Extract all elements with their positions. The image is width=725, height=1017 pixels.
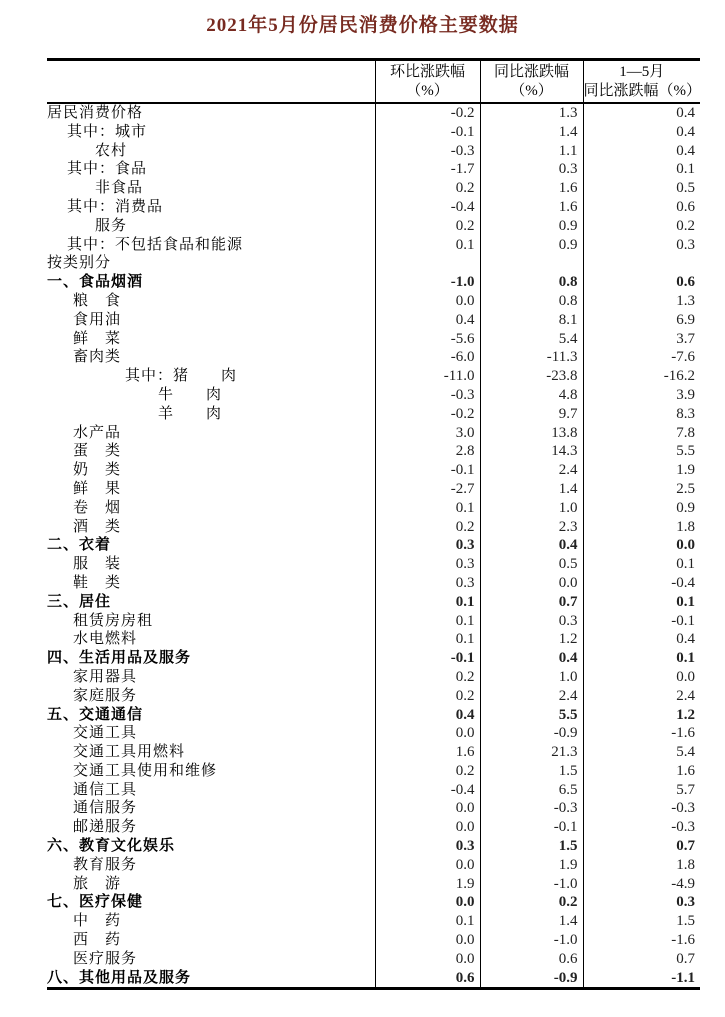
row-value: 0.1	[583, 649, 700, 668]
row-value: -0.4	[375, 781, 480, 800]
row-value: 0.0	[375, 950, 480, 969]
row-value: -2.7	[375, 480, 480, 499]
row-value: 8.1	[480, 311, 583, 330]
row-label: 羊 肉	[158, 405, 223, 422]
row-value: 0.1	[375, 912, 480, 931]
row-label: 交通工具用燃料	[73, 744, 186, 761]
row-value: 2.4	[480, 461, 583, 480]
row-value: 1.2	[583, 706, 700, 725]
row-value: -16.2	[583, 367, 700, 386]
row-value: -0.3	[375, 386, 480, 405]
row-value: 5.7	[583, 781, 700, 800]
row-value: 5.5	[480, 706, 583, 725]
row-value: 0.3	[375, 536, 480, 555]
row-value: 0.1	[375, 630, 480, 649]
row-value: 0.0	[583, 536, 700, 555]
row-label: 蛋 类	[73, 443, 122, 460]
row-value: 0.0	[375, 799, 480, 818]
row-label: 农村	[95, 142, 128, 159]
row-value: 0.2	[375, 668, 480, 687]
row-label: 交通工具使用和维修	[73, 762, 218, 779]
row-value: -0.4	[375, 198, 480, 217]
row-value: 0.3	[480, 160, 583, 179]
row-value: 2.4	[480, 687, 583, 706]
row-value: -0.3	[583, 799, 700, 818]
row-label: 畜肉类	[73, 349, 122, 366]
row-value: 0.2	[375, 179, 480, 198]
row-value: 0.4	[583, 123, 700, 142]
row-value: 0.0	[583, 668, 700, 687]
row-label: 服 装	[73, 556, 122, 573]
table-row	[47, 217, 700, 236]
row-value: -23.8	[480, 367, 583, 386]
row-value: 2.5	[583, 480, 700, 499]
row-label: 教育服务	[73, 856, 138, 873]
row-value: -0.9	[480, 969, 583, 989]
table-row	[47, 123, 700, 142]
row-value: -1.6	[583, 931, 700, 950]
row-value: 1.8	[583, 856, 700, 875]
row-value: 1.8	[583, 518, 700, 537]
table-row	[47, 499, 700, 518]
table-row	[47, 348, 700, 367]
row-label: 居民消费价格	[47, 105, 144, 121]
row-label: 水产品	[73, 424, 122, 441]
table-row	[47, 254, 700, 273]
row-value: 6.5	[480, 781, 583, 800]
row-value: 2.8	[375, 442, 480, 461]
row-label: 二、衣着	[47, 537, 112, 554]
row-value: 2.4	[583, 687, 700, 706]
header-ytd-yoy-change	[583, 60, 700, 104]
header-yoy-line1: 同比涨跌幅	[493, 63, 569, 80]
row-value: 0.4	[480, 536, 583, 555]
row-value: -0.1	[375, 649, 480, 668]
row-value: 0.0	[375, 856, 480, 875]
table-row	[47, 856, 700, 875]
row-value: 0.9	[583, 499, 700, 518]
cpi-table	[47, 58, 700, 990]
row-value: 0.4	[375, 311, 480, 330]
table-row	[47, 931, 700, 950]
row-value	[480, 254, 583, 273]
table-row	[47, 837, 700, 856]
table-row	[47, 442, 700, 461]
row-value: 0.6	[480, 950, 583, 969]
row-value: 1.0	[480, 668, 583, 687]
row-label: 七、医疗保健	[47, 894, 144, 911]
row-value: 0.6	[583, 198, 700, 217]
table-row	[47, 687, 700, 706]
row-value: 0.4	[583, 103, 700, 123]
row-label: 其中：不包括食品和能源	[67, 236, 244, 253]
table-row	[47, 893, 700, 912]
row-value: 0.0	[375, 818, 480, 837]
row-value: 0.4	[375, 706, 480, 725]
page-title: 2021年5月份居民消费价格主要数据	[206, 15, 519, 36]
row-value: 1.4	[480, 912, 583, 931]
row-value: 1.4	[480, 123, 583, 142]
table-row	[47, 743, 700, 762]
table-row	[47, 612, 700, 631]
row-value: 1.1	[480, 142, 583, 161]
row-value: -6.0	[375, 348, 480, 367]
row-value: 0.0	[375, 931, 480, 950]
row-label: 鲜 果	[73, 480, 122, 497]
table-row	[47, 160, 700, 179]
row-value: -0.3	[375, 142, 480, 161]
row-value: 1.6	[480, 179, 583, 198]
row-value: 0.8	[480, 273, 583, 292]
row-label: 按类别分	[47, 255, 112, 272]
header-mom-change	[375, 60, 480, 104]
table-row	[47, 405, 700, 424]
row-value: 14.3	[480, 442, 583, 461]
row-value: 13.8	[480, 424, 583, 443]
row-value: -11.3	[480, 348, 583, 367]
row-value: 0.5	[480, 555, 583, 574]
table-row	[47, 593, 700, 612]
row-value: 0.4	[480, 649, 583, 668]
table-header	[47, 60, 700, 104]
header-empty-cell	[47, 60, 375, 104]
table-body	[47, 103, 700, 989]
header-row	[47, 60, 700, 104]
row-value: -1.1	[583, 969, 700, 989]
row-label: 四、生活用品及服务	[47, 650, 192, 667]
row-value: 0.3	[375, 837, 480, 856]
row-value: 0.3	[375, 574, 480, 593]
table-row	[47, 950, 700, 969]
table-row	[47, 236, 700, 255]
table-row	[47, 424, 700, 443]
row-value: 1.9	[583, 461, 700, 480]
row-value: -0.1	[375, 461, 480, 480]
row-label: 交通工具	[73, 725, 138, 742]
row-value: -0.4	[583, 574, 700, 593]
table-row	[47, 668, 700, 687]
row-label: 六、教育文化娱乐	[47, 838, 176, 855]
row-value: 0.1	[375, 612, 480, 631]
table-row	[47, 480, 700, 499]
row-value: 0.0	[480, 574, 583, 593]
row-label: 三、居住	[47, 593, 112, 610]
row-value: 0.2	[480, 893, 583, 912]
row-value: 0.3	[375, 555, 480, 574]
row-label: 其中：食品	[67, 161, 148, 178]
row-value: 0.2	[375, 518, 480, 537]
row-value: 0.0	[375, 292, 480, 311]
row-value: 0.5	[583, 179, 700, 198]
row-label: 旅 游	[73, 875, 122, 892]
row-value: 1.6	[480, 198, 583, 217]
row-value: 0.4	[583, 630, 700, 649]
row-value: 0.0	[375, 893, 480, 912]
row-value: -1.0	[480, 931, 583, 950]
table-row	[47, 818, 700, 837]
row-label: 鲜 菜	[73, 330, 122, 347]
row-label: 食用油	[73, 311, 122, 328]
row-value: 0.2	[375, 217, 480, 236]
row-label: 鞋 类	[73, 574, 122, 591]
row-value: 3.9	[583, 386, 700, 405]
row-label: 邮递服务	[73, 819, 138, 836]
table-row	[47, 367, 700, 386]
row-label: 粮 食	[73, 292, 122, 309]
row-value: 0.7	[480, 593, 583, 612]
row-value: 0.1	[583, 555, 700, 574]
header-mom-line2: （%）	[406, 82, 449, 99]
table-row	[47, 103, 700, 123]
row-label: 租赁房房租	[73, 612, 154, 629]
row-value: 1.0	[480, 499, 583, 518]
table-row	[47, 555, 700, 574]
row-value: 1.3	[583, 292, 700, 311]
table-row	[47, 536, 700, 555]
row-value: 0.1	[375, 499, 480, 518]
row-value: -7.6	[583, 348, 700, 367]
row-value: 1.6	[375, 743, 480, 762]
table-row	[47, 198, 700, 217]
row-label: 奶 类	[73, 462, 122, 479]
row-value: 0.6	[583, 273, 700, 292]
row-value: -1.7	[375, 160, 480, 179]
table-row	[47, 461, 700, 480]
row-value: 0.2	[583, 217, 700, 236]
table-row	[47, 724, 700, 743]
table-row	[47, 330, 700, 349]
row-value: -0.2	[375, 103, 480, 123]
row-label: 其中：消费品	[67, 198, 164, 215]
table-row	[47, 273, 700, 292]
row-value: 5.5	[583, 442, 700, 461]
row-value: 4.8	[480, 386, 583, 405]
row-label: 通信工具	[73, 781, 138, 798]
row-value: -0.1	[480, 818, 583, 837]
row-value	[375, 254, 480, 273]
row-value: 1.6	[583, 762, 700, 781]
table-row	[47, 311, 700, 330]
row-value: 1.5	[480, 762, 583, 781]
row-value: 2.3	[480, 518, 583, 537]
table-row	[47, 142, 700, 161]
row-value: 0.7	[583, 837, 700, 856]
row-label: 家用器具	[73, 668, 138, 685]
row-value: 1.2	[480, 630, 583, 649]
row-label: 服务	[95, 217, 128, 234]
row-label: 家庭服务	[73, 687, 138, 704]
row-value: -0.2	[375, 405, 480, 424]
row-value: 0.3	[480, 612, 583, 631]
row-value: 5.4	[480, 330, 583, 349]
table-row	[47, 781, 700, 800]
row-value: 0.1	[375, 593, 480, 612]
row-value: 1.9	[375, 875, 480, 894]
row-label: 医疗服务	[73, 950, 138, 967]
row-value: 1.3	[480, 103, 583, 123]
row-value: 7.8	[583, 424, 700, 443]
table-row	[47, 875, 700, 894]
row-value: 1.4	[480, 480, 583, 499]
row-value: 0.0	[375, 724, 480, 743]
row-label: 一、食品烟酒	[47, 274, 144, 291]
row-label: 非食品	[95, 180, 144, 197]
row-value: 6.9	[583, 311, 700, 330]
table-row	[47, 649, 700, 668]
table-row	[47, 630, 700, 649]
table-row	[47, 386, 700, 405]
row-value: -0.1	[375, 123, 480, 142]
row-value: -4.9	[583, 875, 700, 894]
row-value: -0.1	[583, 612, 700, 631]
table-row	[47, 518, 700, 537]
table-row	[47, 969, 700, 989]
row-value: 0.3	[583, 236, 700, 255]
row-value: -11.0	[375, 367, 480, 386]
row-value: 0.6	[375, 969, 480, 989]
table-row	[47, 292, 700, 311]
header-yoy-change	[480, 60, 583, 104]
table-row	[47, 574, 700, 593]
row-value: -1.0	[480, 875, 583, 894]
row-label: 其中：猪 肉	[125, 368, 238, 385]
row-label: 牛 肉	[158, 386, 223, 403]
table-row	[47, 799, 700, 818]
header-yoy-line2: （%）	[510, 82, 553, 99]
row-value: 8.3	[583, 405, 700, 424]
row-label: 酒 类	[73, 518, 122, 535]
row-value	[583, 254, 700, 273]
row-label: 水电燃料	[73, 631, 138, 648]
row-value: 21.3	[480, 743, 583, 762]
row-value: 0.4	[583, 142, 700, 161]
row-value: 0.7	[583, 950, 700, 969]
row-label: 中 药	[73, 913, 122, 930]
row-label: 八、其他用品及服务	[47, 969, 192, 986]
row-value: -1.0	[375, 273, 480, 292]
table-row	[47, 706, 700, 725]
row-value: -0.3	[480, 799, 583, 818]
row-label: 卷 烟	[73, 499, 122, 516]
table-row	[47, 179, 700, 198]
row-value: -5.6	[375, 330, 480, 349]
header-mom-line1: 环比涨跌幅	[389, 63, 465, 80]
header-ytd-line2: 同比涨跌幅（%）	[583, 82, 701, 99]
row-value: 1.5	[480, 837, 583, 856]
row-label: 西 药	[73, 932, 122, 949]
row-value: 0.1	[375, 236, 480, 255]
row-value: 9.7	[480, 405, 583, 424]
row-value: -0.3	[583, 818, 700, 837]
row-value: 5.4	[583, 743, 700, 762]
row-value: 0.8	[480, 292, 583, 311]
row-label: 五、交通通信	[47, 706, 144, 723]
row-value: 1.5	[583, 912, 700, 931]
row-label: 其中：城市	[67, 123, 148, 140]
row-value: 0.9	[480, 236, 583, 255]
row-value: 0.1	[583, 160, 700, 179]
row-value: -0.9	[480, 724, 583, 743]
header-ytd-line1: 1—5月	[619, 63, 665, 80]
row-value: 3.7	[583, 330, 700, 349]
row-value: 0.2	[375, 762, 480, 781]
row-value: 1.9	[480, 856, 583, 875]
row-value: -1.6	[583, 724, 700, 743]
table-row	[47, 762, 700, 781]
row-value: 0.9	[480, 217, 583, 236]
row-value: 0.1	[583, 593, 700, 612]
row-value: 0.3	[583, 893, 700, 912]
row-value: 3.0	[375, 424, 480, 443]
table-row	[47, 912, 700, 931]
row-value: 0.2	[375, 687, 480, 706]
row-label: 通信服务	[73, 800, 138, 817]
